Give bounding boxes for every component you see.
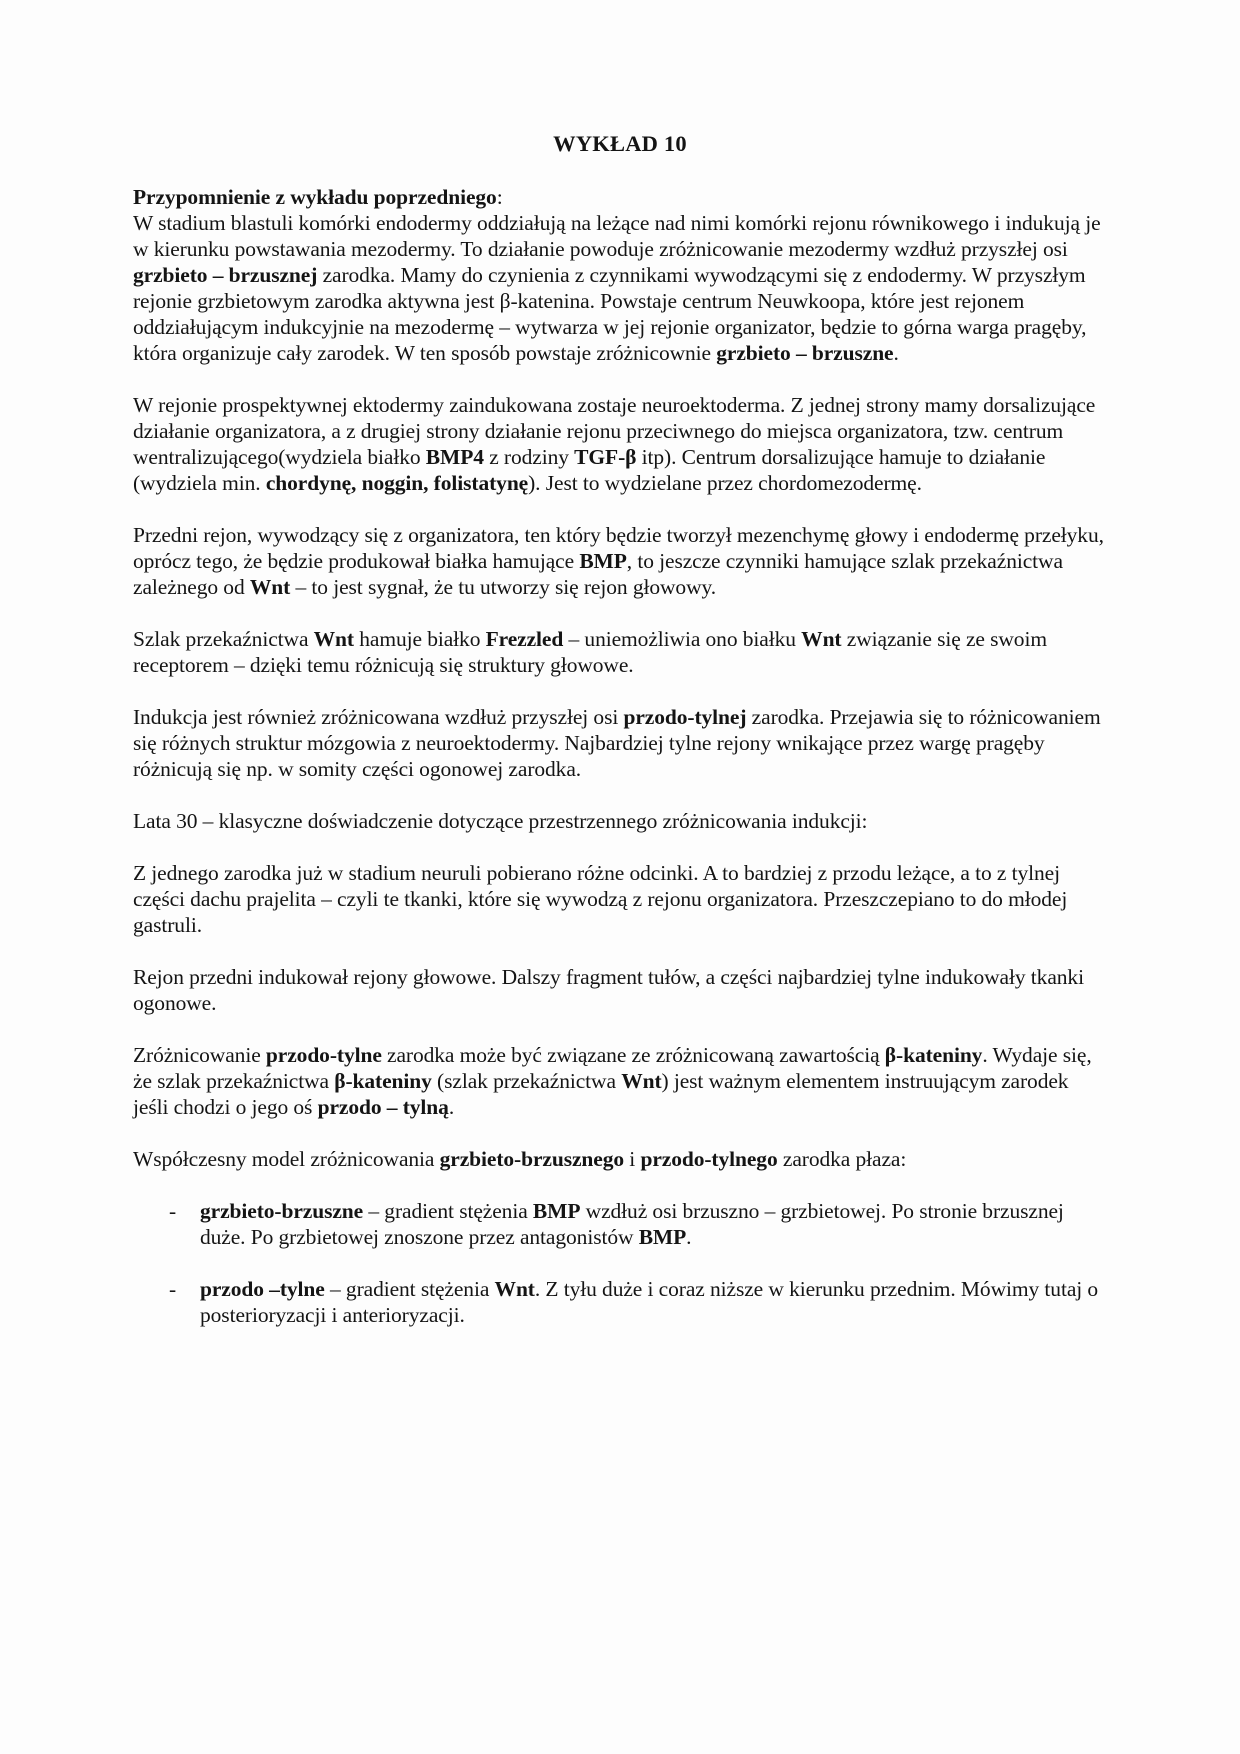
- bold-text-run: przodo-tylnej: [623, 705, 747, 729]
- text-run: .: [448, 1095, 455, 1119]
- text-run: Współczesny model zróżnicowania: [133, 1147, 440, 1171]
- text-run: – gradient stężenia: [324, 1277, 495, 1301]
- bold-text-run: grzbieto – brzusznej: [133, 263, 318, 287]
- bold-text-run: TGF-β: [574, 445, 637, 469]
- bold-text-run: przodo – tylną: [317, 1095, 449, 1119]
- text-run: Przedni rejon, wywodzący się z organizatora, ten który będzie tworzył mezenchymę głowy i endodermę przełyku, oprócz tego, że będzie produkował białka hamujące: [133, 523, 1104, 573]
- bold-text-run: przodo –tylne: [200, 1277, 325, 1301]
- text-run: :: [496, 185, 503, 209]
- text-run: Zróżnicowanie: [133, 1043, 266, 1067]
- text-run: wzdłuż osi brzuszno – grzbietowej. Po stronie brzusznej duże. Po grzbietowej znoszone przez antagonistów: [200, 1199, 1064, 1249]
- text-run: – uniemożliwia ono białku: [563, 627, 802, 651]
- text-run: ) jest ważnym elementem instruującym zarodek jeśli chodzi o jego oś: [133, 1069, 1069, 1119]
- bold-text-run: Wnt: [494, 1277, 535, 1301]
- text-run: ). Jest to wydzielane przez chordomezodermę.: [528, 471, 922, 495]
- paragraph: [133, 808, 1107, 834]
- bold-text-run: przodo-tylne: [265, 1043, 382, 1067]
- bullet-item: [169, 1276, 1107, 1328]
- bold-text-run: BMP4: [425, 445, 484, 469]
- bold-text-run: grzbieto-brzuszne: [200, 1199, 364, 1223]
- bold-text-run: chordynę, noggin, folistatynę: [265, 471, 529, 495]
- text-run: W stadium blastuli komórki endodermy oddziałują na leżące nad nimi komórki rejonu równikowego i indukują je w kierunku powstawania mezodermy. To działanie powoduje zróżnicowanie mezodermy wzdłuż przyszłej osi: [133, 211, 1101, 261]
- text-run: z rodziny: [483, 445, 575, 469]
- paragraph: [133, 1146, 1107, 1172]
- text-run: zarodka płaza:: [777, 1147, 907, 1171]
- text-run: zarodka. Mamy do czynienia z czynnikami wywodzącymi się z endodermy. W przyszłym rejonie grzbietowym zarodka aktywna jest β-katenina. Powstaje centrum Neuwkoopa, które jest rejonem oddziałującym indukcyjnie na mezodermę – wytwarza w jej rejonie organizator, będzie to górna warga pragęby, która organizuje cały zarodek. W ten sposób powstaje zróżnicownie: [133, 263, 1087, 365]
- text-run: związanie się ze swoim receptorem – dzięki temu różnicują się struktury głowowe.: [133, 627, 1047, 677]
- bullet-text: [200, 1198, 1107, 1250]
- paragraph: [133, 964, 1107, 1016]
- bold-text-run: Wnt: [249, 575, 291, 599]
- text-run: .: [893, 341, 899, 365]
- text-run: .: [686, 1225, 692, 1249]
- text-run: itp). Centrum dorsalizujące hamuje to działanie (wydziela min.: [133, 445, 1046, 495]
- bold-text-run: Wnt: [313, 627, 354, 651]
- text-run: Z jednego zarodka już w stadium neuruli pobierano różne odcinki. A to bardziej z przodu leżące, a to z tylnej części dachu prajelita – czyli te tkanki, które się wywodzą z rejonu organizatora. Przeszczepiano to do młodej gastruli.: [133, 861, 1068, 937]
- bullet-marker: -: [169, 1277, 177, 1301]
- text-run: W rejonie prospektywnej ektodermy zaindukowana zostaje neuroektoderma. Z jednej strony mamy dorsalizujące działanie organizatora, a z drugiej strony działanie rejonu przeciwnego do miejsca organizatora, tzw. centrum wentralizującego(wydziela białko: [133, 393, 1096, 469]
- text-run: zarodka. Przejawia się to różnicowaniem się różnych struktur mózgowia z neuroektodermy. Najbardziej tylne rejony wnikające przez wargę pragęby różnicują się np. w somity części ogonowej zarodka.: [133, 705, 1101, 781]
- paragraph: [133, 704, 1107, 782]
- text-run: – to jest sygnał, że tu utworzy się rejon głowowy.: [290, 575, 717, 599]
- text-run: Rejon przedni indukował rejony głowowe. Dalszy fragment tułów, a części najbardziej tylne indukowały tkanki ogonowe.: [133, 965, 1084, 1015]
- text-run: Szlak przekaźnictwa: [133, 627, 314, 651]
- bold-text-run: Wnt: [621, 1069, 662, 1093]
- bold-text-run: BMP: [579, 549, 627, 573]
- bold-text-run: Frezzled: [485, 627, 564, 651]
- bullet-text: [200, 1276, 1107, 1328]
- bold-text-run: β-kateniny: [884, 1043, 983, 1067]
- text-run: zarodka może być związane ze zróżnicowaną zawartością: [381, 1043, 885, 1067]
- text-run: (szlak przekaźnictwa: [431, 1069, 622, 1093]
- text-run: . Wydaje się, że szlak przekaźnictwa: [133, 1043, 1092, 1093]
- paragraph: [133, 626, 1107, 678]
- text-run: , to jeszcze czynniki hamujące szlak przekaźnictwa zależnego od: [133, 549, 1063, 599]
- paragraph: [133, 1042, 1107, 1120]
- paragraph: [133, 392, 1107, 496]
- text-run: . Z tyłu duże i coraz niższe w kierunku przednim. Mówimy tutaj o posterioryzacji i anterioryzacji.: [200, 1277, 1099, 1327]
- bold-text-run: przodo-tylnego: [640, 1147, 778, 1171]
- text-run: hamuje białko: [353, 627, 486, 651]
- text-run: i: [624, 1147, 641, 1171]
- document-title: WYKŁAD 10: [553, 131, 687, 156]
- section-heading: [133, 184, 1107, 210]
- bold-text-run: Wnt: [801, 627, 842, 651]
- bullet-marker: -: [169, 1199, 177, 1223]
- bold-text-run: β-kateniny: [334, 1069, 432, 1093]
- paragraph: [133, 522, 1107, 600]
- text-run: Indukcja jest również zróżnicowana wzdłuż przyszłej osi: [133, 705, 624, 729]
- bold-text-run: grzbieto – brzuszne: [716, 341, 894, 365]
- bullet-item: [169, 1198, 1107, 1250]
- document-body: [133, 184, 1107, 1328]
- text-run: Lata 30 – klasyczne doświadczenie dotyczące przestrzennego zróżnicowania indukcji:: [133, 809, 868, 833]
- bold-text-run: BMP: [532, 1199, 581, 1223]
- paragraph: [133, 860, 1107, 938]
- paragraph: [133, 210, 1107, 366]
- bold-text-run: BMP: [638, 1225, 687, 1249]
- bold-text-run: grzbieto-brzusznego: [439, 1147, 625, 1171]
- bold-text-run: Przypomnienie z wykładu poprzedniego: [133, 185, 497, 209]
- text-run: – gradient stężenia: [363, 1199, 533, 1223]
